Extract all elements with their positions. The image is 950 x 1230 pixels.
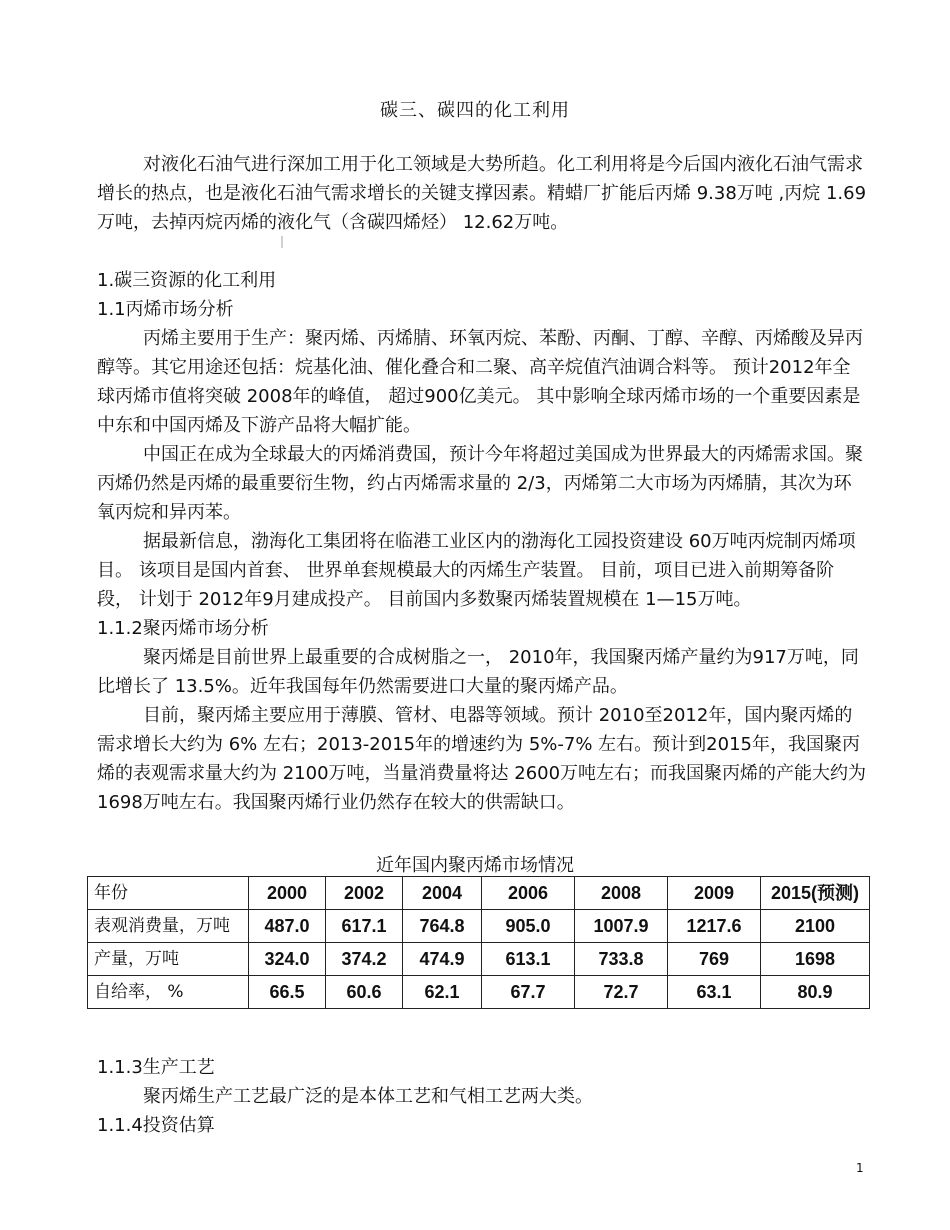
paragraph-bohai-project: 据最新信息，渤海化工集团将在临港工业区内的渤海化工园投资建设 60万吨丙烷制丙烯项目。 该项目是国内首套、 世界单套规模最大的丙烯生产装置。 目前，项目已进入前期筹备阶段， 计划于 2012年9月建成投产。 目前国内多数聚丙烯装置规模在 1—15万吨。 xyxy=(97,531,856,610)
table-row xyxy=(88,976,870,1009)
table-cell: 2009 xyxy=(668,877,761,910)
table-cell: 487.0 xyxy=(249,910,326,943)
table-cell: 733.8 xyxy=(575,943,668,976)
table-cell: 80.9 xyxy=(761,976,870,1009)
paragraph-china-consumption: 中国正在成为全球最大的丙烯消费国，预计今年将超过美国成为世界最大的丙烯需求国。聚丙烯仍然是丙烯的最重要衍生物，约占丙烯需求量的 2/3，丙烯第二大市场为丙烯腈，其次为环氧丙烷和异丙苯。 xyxy=(97,444,863,523)
table-cell: 67.7 xyxy=(482,976,575,1009)
table-cell: 2002 xyxy=(326,877,403,910)
table-cell: 63.1 xyxy=(668,976,761,1009)
table-cell: 2008 xyxy=(575,877,668,910)
table-row-label: 自给率， % xyxy=(88,976,249,1009)
table-cell: 2015(预测) xyxy=(761,877,870,910)
table-row-label: 产量，万吨 xyxy=(88,943,249,976)
paragraph-process: 聚丙烯生产工艺最广泛的是本体工艺和气相工艺两大类。 xyxy=(143,1086,593,1107)
table-cell: 374.2 xyxy=(326,943,403,976)
heading-investment-estimate: 1.1.4投资估算 xyxy=(97,1115,215,1136)
page-title: 碳三、碳四的化工利用 xyxy=(380,100,570,121)
table-cell: 1217.6 xyxy=(668,910,761,943)
table-header-row xyxy=(88,877,870,910)
table-cell: 72.7 xyxy=(575,976,668,1009)
heading-propylene-market: 1.1丙烯市场分析 xyxy=(97,299,234,320)
table-cell: 66.5 xyxy=(249,976,326,1009)
table-cell: 617.1 xyxy=(326,910,403,943)
table-cell: 905.0 xyxy=(482,910,575,943)
table-row xyxy=(88,910,870,943)
section-1-block xyxy=(97,266,872,817)
table-cell: 1007.9 xyxy=(575,910,668,943)
heading-polypropylene-market: 1.1.2聚丙烯市场分析 xyxy=(97,618,269,639)
heading-c3-resources: 1.碳三资源的化工利用 xyxy=(97,270,277,291)
table-row xyxy=(88,943,870,976)
table-row-label: 表观消费量，万吨 xyxy=(88,910,249,943)
table-cell: 2004 xyxy=(403,877,482,910)
pp-market-table xyxy=(87,876,870,1009)
table-cell: 769 xyxy=(668,943,761,976)
heading-production-process: 1.1.3生产工艺 xyxy=(97,1057,215,1078)
paragraph-pp-production: 聚丙烯是目前世界上最重要的合成树脂之一， 2010年，我国聚丙烯产量约为917万吨，同比增长了 13.5%。近年我国每年仍然需要进口大量的聚丙烯产品。 xyxy=(97,647,859,697)
table-cell: 613.1 xyxy=(482,943,575,976)
table-caption: 近年国内聚丙烯市场情况 xyxy=(376,855,574,876)
table-cell: 60.6 xyxy=(326,976,403,1009)
table-cell: 2000 xyxy=(249,877,326,910)
section-tail-block xyxy=(97,1053,867,1140)
table-cell: 2100 xyxy=(761,910,870,943)
paragraph-intro: 对液化石油气进行深加工用于化工领域是大势所趋。化工利用将是今后国内液化石油气需求增长的热点，也是液化石油气需求增长的关键支撑因素。精蜡厂扩能后丙烯 9.38万吨 ,丙烷 1.69万吨，去掉丙烷丙烯的液化气（含碳四烯烃） 12.62万吨。 xyxy=(97,154,867,233)
table-row-label: 年份 xyxy=(88,877,249,910)
page-number: 1 xyxy=(856,1161,864,1175)
table-cell: 764.8 xyxy=(403,910,482,943)
table-cell: 2006 xyxy=(482,877,575,910)
intro-paragraph-block xyxy=(97,150,867,237)
table-cell: 1698 xyxy=(761,943,870,976)
paragraph-propylene-uses: 丙烯主要用于生产：聚丙烯、丙烯腈、环氧丙烷、苯酚、丙酮、丁醇、辛醇、丙烯酸及异丙醇等。其它用途还包括：烷基化油、催化叠合和二聚、高辛烷值汽油调合料等。 预计2012年全球丙烯市值将突破 2008年的峰值， 超过900亿美元。 其中影响全球丙烯市场的一个重要因素是中东和中国丙烯及下游产品将大幅扩能。 xyxy=(97,328,863,436)
table-cell: 324.0 xyxy=(249,943,326,976)
table-cell: 62.1 xyxy=(403,976,482,1009)
paragraph-pp-demand: 目前，聚丙烯主要应用于薄膜、管材、电器等领域。预计 2010至2012年，国内聚丙烯的需求增长大约为 6% 左右；2013-2015年的增速约为 5%-7% 左右。预计到2015年，我国聚丙烯的表观需求量大约为 2100万吨，当量消费量将达 2600万吨左右；而我国聚丙烯的产能大约为 1698万吨左右。我国聚丙烯行业仍然存在较大的供需缺口。 xyxy=(97,705,872,813)
table-cell: 474.9 xyxy=(403,943,482,976)
scan-mark xyxy=(281,236,283,248)
